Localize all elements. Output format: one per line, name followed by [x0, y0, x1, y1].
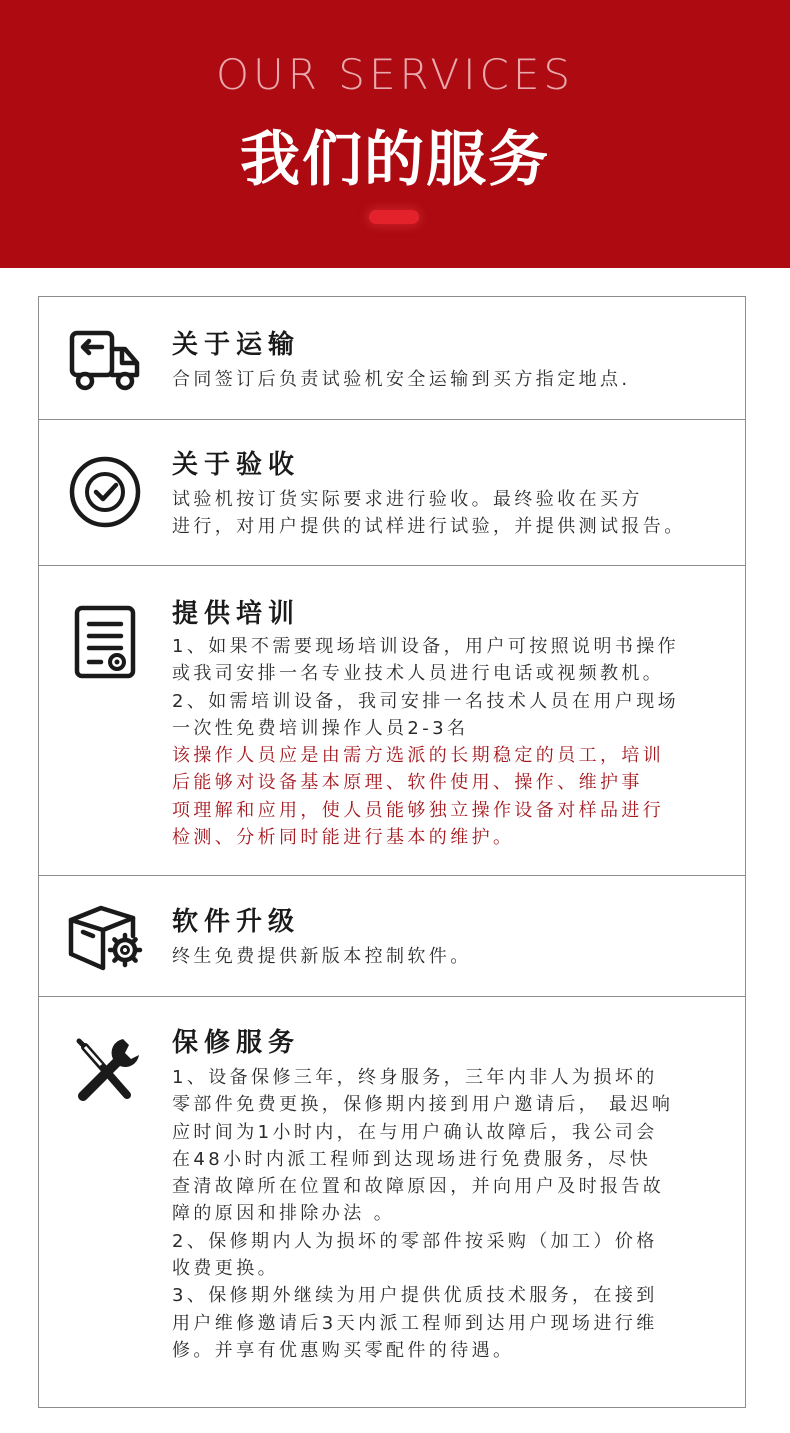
service-desc [172, 486, 686, 541]
wrench-screwdriver-icon [67, 1033, 143, 1109]
service-title: 关于运输 [172, 330, 301, 360]
desc-line: 合同签订后负责试验机安全运输到买方指定地点. [172, 369, 631, 390]
header-decoration-pill [369, 210, 419, 224]
service-desc [172, 1064, 673, 1364]
desc-highlight-line: 项理解和应用，使人员能够独立操作设备对样品进行 [172, 799, 665, 821]
service-desc [172, 366, 631, 393]
desc-line: 用户维修邀请后3天内派工程师到达用户现场进行维 [172, 1312, 658, 1334]
desc-line: 应时间为1小时内，在与用户确认故障后，我公司会 [172, 1121, 658, 1143]
service-card-transport [38, 296, 746, 420]
service-card-training [38, 565, 746, 876]
header-banner [0, 0, 790, 268]
software-box-gear-icon [67, 898, 143, 974]
document-icon [67, 604, 143, 680]
desc-line: 终生免费提供新版本控制软件。 [172, 946, 472, 967]
desc-line: 3、保修期外继续为用户提供优质技术服务，在接到 [172, 1285, 658, 1307]
desc-line: 零部件免费更换，保修期内接到用户邀请后， 最迟响 [172, 1094, 674, 1116]
desc-line: 1、如果不需要现场培训设备，用户可按照说明书操作 [172, 636, 680, 657]
header-en-title: OUR SERVICES [215, 50, 575, 99]
desc-line: 2、如需培训设备，我司安排一名技术人员在用户现场 [172, 690, 680, 712]
service-title: 软件升级 [172, 907, 301, 937]
delivery-truck-icon [67, 321, 143, 397]
desc-line: 1、设备保修三年，终身服务，三年内非人为损坏的 [172, 1067, 658, 1088]
service-title: 保修服务 [172, 1028, 301, 1058]
desc-highlight-line: 检测、分析同时能进行基本的维护。 [172, 827, 515, 849]
desc-highlight-line: 该操作人员应是由需方选派的长期稳定的员工，培训 [172, 745, 665, 767]
desc-line: 2、保修期内人为损坏的零部件按采购（加工）价格 [172, 1230, 658, 1252]
check-circle-icon [67, 454, 143, 530]
desc-line: 试验机按订货实际要求进行验收。最终验收在买方 [172, 489, 643, 510]
desc-highlight-line: 后能够对设备基本原理、软件使用、操作、维护事 [172, 772, 643, 794]
desc-line: 查清故障所在位置和故障原因，并向用户及时报告故 [172, 1176, 665, 1198]
service-card-warranty [38, 996, 746, 1408]
service-title: 提供培训 [172, 599, 301, 629]
service-card-software [38, 875, 746, 997]
service-desc [172, 943, 472, 970]
desc-line: 修。并享有优惠购买零配件的待遇。 [172, 1339, 515, 1361]
service-card-acceptance [38, 419, 746, 566]
header-cn-title: 我们的服务 [240, 125, 550, 195]
desc-line: 或我司安排一名专业技术人员进行电话或视频教机。 [172, 663, 665, 685]
service-title: 关于验收 [172, 450, 301, 480]
service-desc [172, 633, 679, 851]
desc-line: 进行，对用户提供的试样进行试验，并提供测试报告。 [172, 516, 686, 538]
desc-line: 在48小时内派工程师到达现场进行免费服务，尽快 [172, 1148, 652, 1170]
desc-line: 障的原因和排除办法 。 [172, 1203, 396, 1225]
desc-line: 一次性免费培训操作人员2-3名 [172, 717, 469, 739]
desc-line: 收费更换。 [172, 1258, 279, 1280]
